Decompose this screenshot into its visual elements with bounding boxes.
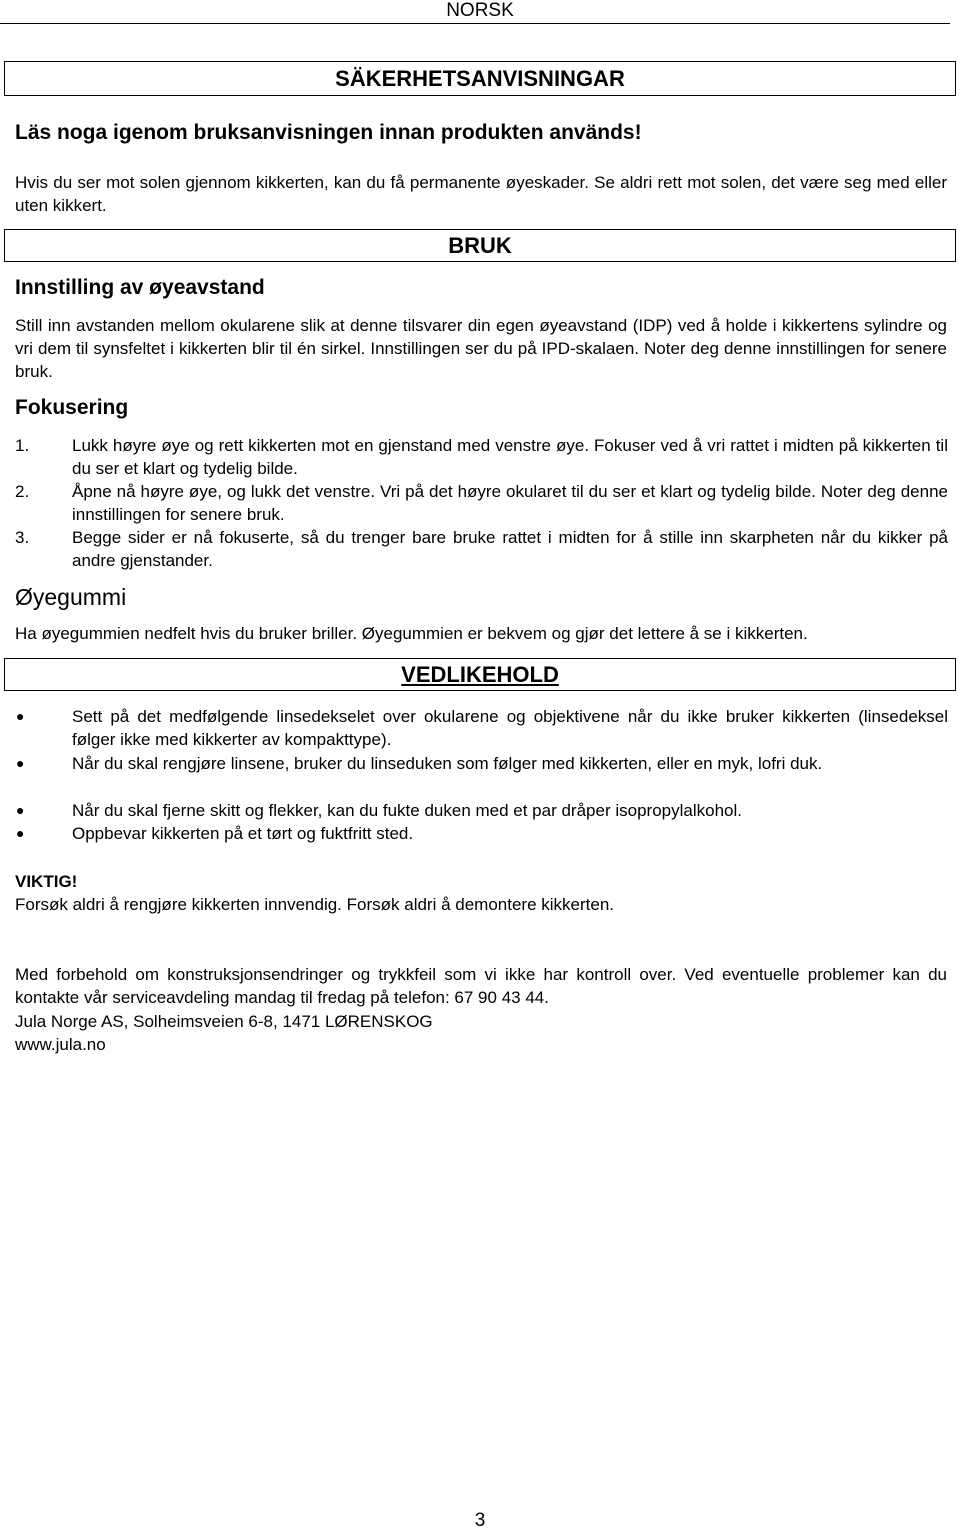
page-number: 3 (474, 1510, 486, 1531)
bullet-icon: ● (16, 825, 25, 841)
safety-lead: Läs noga igenom bruksanvisningen innan produkten används! (15, 121, 642, 144)
footer-website: www.jula.no (15, 1035, 106, 1054)
eyecup-text: Ha øyegummien nedfelt hvis du bruker briller. Øyegummien er bekvem og gjør det lettere å se i kikkerten. (15, 624, 808, 643)
focus-step-text: Begge sider er nå fokuserte, så du trenger bare bruke rattet i midten for å stille inn skarpheten når du kikker på andre gjenstander. (72, 528, 948, 570)
maintenance-item: Når du skal fjerne skitt og flekker, kan du fukte duken med et par dråper isopropylalkohol. (72, 801, 742, 820)
important-text: Forsøk aldri å rengjøre kikkerten innvendig. Forsøk aldri å demontere kikkerten. (15, 895, 615, 914)
eyecup-heading: Øyegummi (15, 584, 127, 610)
safety-warning: Hvis du ser mot solen gjennom kikkerten, kan du få permanente øyeskader. Se aldri rett mot solen, det være seg med eller uten kikkert. (15, 173, 947, 215)
usage-title-box (4, 229, 956, 262)
safety-title-box (4, 61, 956, 96)
focus-step-number: 1. (15, 436, 30, 455)
focus-step-text: Lukk høyre øye og rett kikkerten mot en gjenstand med venstre øye. Fokuser ved å vri rattet i midten på kikkerten til du ser et klart og tydelig bilde. (72, 436, 948, 478)
focus-step-number: 2. (15, 482, 30, 501)
bullet-icon: ● (16, 755, 25, 771)
focus-step-number: 3. (15, 528, 30, 547)
ipd-heading: Innstilling av øyeavstand (15, 276, 265, 299)
footer-disclaimer: Med forbehold om konstruksjonsendringer og trykkfeil som vi ikke har kontroll over. Ved eventuelle problemer kan du kontakte vår serviceavdeling mandag til fredag på telefon: 67 90 43 44. (15, 965, 947, 1007)
maintenance-item: Oppbevar kikkerten på et tørt og fuktfritt sted. (72, 824, 414, 843)
maintenance-item: Sett på det medfølgende linsedekselet over okularene og objektivene når du ikke bruker kikkerten (linsedeksel følger ikke med kikkerter av kompakttype). (72, 707, 948, 749)
bullet-icon: ● (16, 708, 25, 724)
important-label: VIKTIG! (15, 872, 78, 891)
header-rule (0, 23, 950, 24)
ipd-text: Still inn avstanden mellom okularene slik at denne tilsvarer din egen øyeavstand (IDP) ved å holde i kikkertens sylindre og vri dem til synsfeltet i kikkerten blir til én sirkel. Innstillingen ser du på IPD-skalaen. Noter deg denne innstillingen for senere bruk. (15, 316, 947, 381)
footer-address: Jula Norge AS, Solheimsveien 6-8, 1471 LØRENSKOG (15, 1012, 433, 1031)
maintenance-title-box (4, 658, 956, 691)
header-language: NORSK (446, 0, 514, 21)
safety-title: SÄKERHETSANVISNINGAR (335, 66, 625, 91)
usage-title: BRUK (448, 233, 512, 258)
maintenance-item: Når du skal rengjøre linsene, bruker du linseduken som følger med kikkerten, eller en myk, lofri duk. (72, 754, 823, 773)
maintenance-title: VEDLIKEHOLD (401, 662, 559, 687)
focus-heading: Fokusering (15, 396, 129, 419)
focus-step-text: Åpne nå høyre øye, og lukk det venstre. Vri på det høyre okularet til du ser et klart og tydelig bilde. Noter deg denne innstillingen for senere bruk. (72, 482, 948, 524)
bullet-icon: ● (16, 802, 25, 818)
